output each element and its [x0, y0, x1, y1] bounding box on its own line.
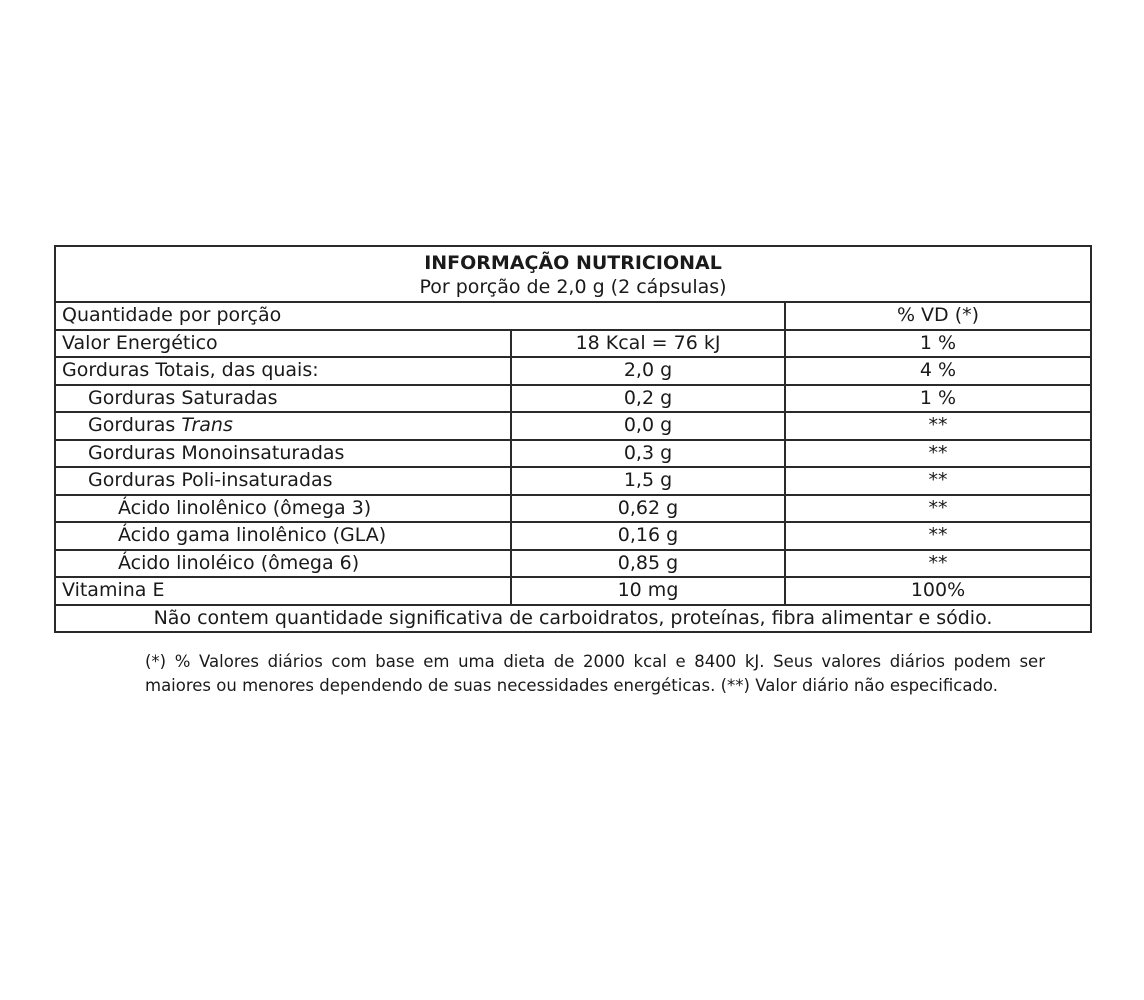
nutrient-vd: **	[785, 412, 1091, 440]
table-row	[55, 330, 1091, 358]
table-row	[55, 467, 1091, 495]
table-row	[55, 577, 1091, 605]
table-header-row	[55, 246, 1091, 302]
table-row	[55, 495, 1091, 523]
nutrient-vd: **	[785, 495, 1091, 523]
nutrient-label: Valor Energético	[55, 330, 511, 358]
nutrient-amount: 0,3 g	[511, 440, 785, 468]
nutrient-label: Gorduras Totais, das quais:	[55, 357, 511, 385]
nutrient-label: Ácido gama linolênico (GLA)	[55, 522, 511, 550]
quantity-header: Quantidade por porção	[55, 302, 785, 330]
table-header	[55, 246, 1091, 302]
nutrient-vd: **	[785, 550, 1091, 578]
nutrient-amount: 0,16 g	[511, 522, 785, 550]
nutrient-label-italic: Trans	[181, 414, 233, 437]
nutrient-vd: 4 %	[785, 357, 1091, 385]
table-row	[55, 385, 1091, 413]
table-row	[55, 522, 1091, 550]
nutrition-table	[54, 245, 1092, 633]
daily-values-note	[145, 650, 1045, 698]
table-row	[55, 440, 1091, 468]
nutrient-amount: 2,0 g	[511, 357, 785, 385]
nutrient-label: Gorduras Saturadas	[55, 385, 511, 413]
vd-header: % VD (*)	[785, 302, 1091, 330]
table-row	[55, 550, 1091, 578]
nutrition-facts-panel	[54, 245, 1090, 633]
table-title: INFORMAÇÃO NUTRICIONAL	[424, 252, 722, 274]
nutrient-amount: 0,85 g	[511, 550, 785, 578]
column-header-row	[55, 302, 1091, 330]
nutrient-vd: 1 %	[785, 330, 1091, 358]
nutrient-label: Vitamina E	[55, 577, 511, 605]
nutrient-amount: 0,2 g	[511, 385, 785, 413]
table-row	[55, 412, 1091, 440]
nutrient-label: Ácido linolênico (ômega 3)	[55, 495, 511, 523]
nutrient-amount: 18 Kcal = 76 kJ	[511, 330, 785, 358]
nutrient-amount: 0,62 g	[511, 495, 785, 523]
table-footnote: Não contem quantidade significativa de carboidratos, proteínas, fibra alimentar e sódio.	[55, 605, 1091, 633]
nutrient-amount: 10 mg	[511, 577, 785, 605]
note-text: (*) % Valores diários com base em uma dieta de 2000 kcal e 8400 kJ. Seus valores diários podem ser maiores ou menores dependendo de suas necessidades energéticas. (**) Valor diário não especificado.	[145, 652, 1045, 695]
nutrient-vd: 1 %	[785, 385, 1091, 413]
nutrient-label: Ácido linoléico (ômega 6)	[55, 550, 511, 578]
nutrient-label-cell	[55, 412, 511, 440]
nutrient-vd: **	[785, 522, 1091, 550]
nutrient-vd: **	[785, 467, 1091, 495]
nutrient-vd: **	[785, 440, 1091, 468]
serving-size: Por porção de 2,0 g (2 cápsulas)	[419, 276, 727, 298]
table-row	[55, 357, 1091, 385]
nutrient-amount: 1,5 g	[511, 467, 785, 495]
footer-row	[55, 605, 1091, 633]
nutrient-label: Gorduras	[88, 414, 182, 437]
nutrient-label: Gorduras Poli-insaturadas	[55, 467, 511, 495]
nutrient-label: Gorduras Monoinsaturadas	[55, 440, 511, 468]
nutrient-vd: 100%	[785, 577, 1091, 605]
nutrient-amount: 0,0 g	[511, 412, 785, 440]
